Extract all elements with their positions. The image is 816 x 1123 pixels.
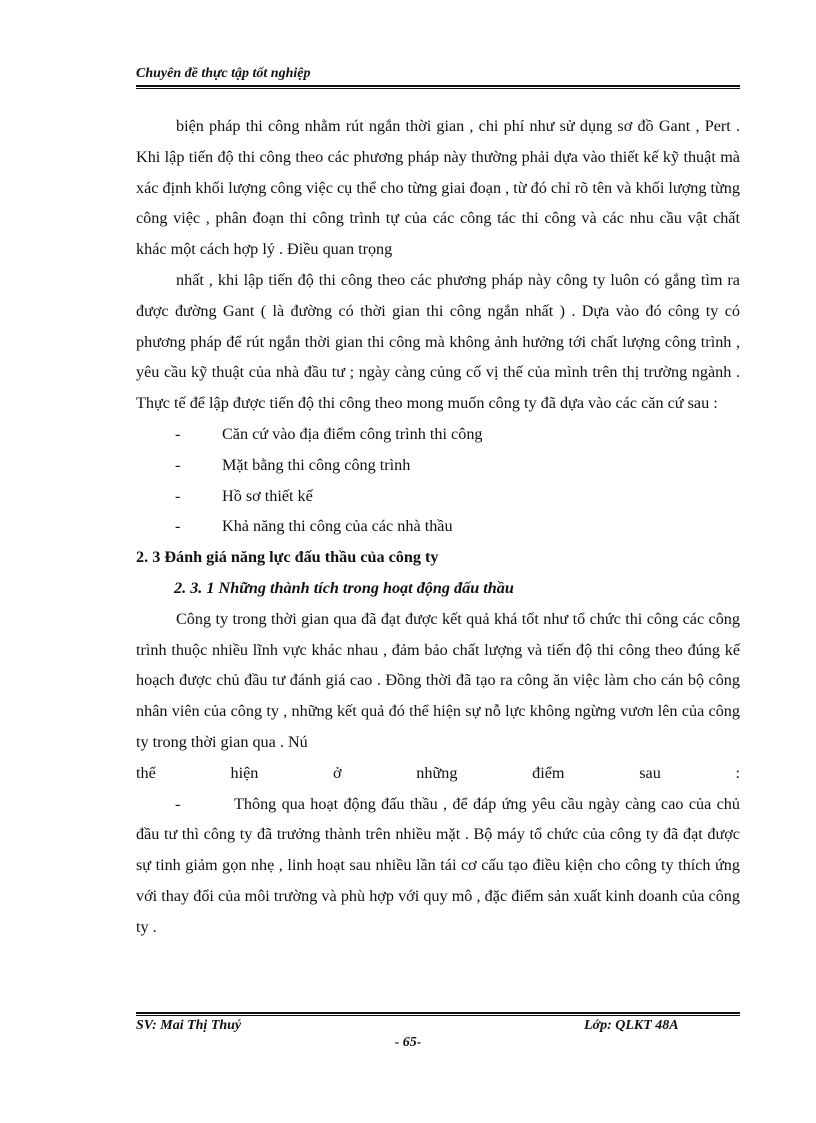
list-item-text: Khả năng thi công của các nhà thầu [222,517,453,536]
footer-student-name: SV: Mai Thị Thuý [136,1018,242,1033]
header-rule [136,85,740,87]
paragraph-3: Công ty trong thời gian qua đã đạt được kết quả khá tốt như tổ chức thi công các công trình thuộc nhiều lĩnh vực khác nhau , đảm bảo chất lượng và tiến độ thi công theo đúng kế hoạch được chủ đầu tư đánh giá cao . Đồng thời đã tạo ra công ăn việc làm cho cán bộ công nhân viên của công ty , những kết quả đó thể hiện sự nỗ lực không ngừng vươn lên của công ty trong thời gian qua . Nú [136,609,740,751]
bullet-paragraph [136,789,740,943]
list-dash: - [175,455,181,474]
subsection-heading: 2. 3. 1 Những thành tích trong hoạt động đấu thầu [174,578,514,597]
footer-class: Lớp: QLKT 48A [584,1018,679,1033]
page-number: - 65- [394,1035,422,1050]
header-rule-thin [136,88,740,89]
list-dash: - [175,486,181,505]
list-item [136,511,740,542]
footer-rule [136,1012,740,1014]
list-dash: - [175,424,181,443]
list-item-text: Hồ sơ thiết kế [222,486,313,505]
list-item [136,481,740,512]
document-header-title: Chuyên đề thực tập tốt nghiệp [136,66,311,81]
section-heading: 2. 3 Đánh giá năng lực đấu thầu của công ty [136,548,439,567]
paragraph-1: biện pháp thi công nhằm rút ngắn thời gian , chi phí như sử dụng sơ đồ Gant , Pert . Khi lập tiến độ thi công theo các phương pháp này thường phải dựa vào thiết kế kỹ thuật mà xác định khối lượng công việc cụ thể cho từng giai đoạn , từ đó chỉ rõ tên và khối lượng từng công việc , phân đoạn thi công trình tự của các công tác thi công và các nhu cầu vật chất khác một cách hợp lý . Điều quan trọng [136,117,740,259]
list-dash: - [175,517,181,536]
list-item-text: Căn cứ vào địa điểm công trình thi công [222,424,483,443]
list-dash: - [175,794,181,813]
paragraph-3-last-line: thể hiện ở những điểm sau : [136,763,740,782]
list-item [136,419,740,450]
list-item-text: Mặt bằng thi công công trình [222,455,411,474]
list-item [136,450,740,481]
paragraph-2: nhất , khi lập tiến độ thi công theo các phương pháp này công ty luôn có gắng tìm ra được đường Gant ( là đường có thời gian thi công ngắn nhất ) . Dựa vào đó công ty có phương pháp để rút ngắn thời gian thi công mà không ảnh hưởng tới chất lượng công trình , yêu cầu kỹ thuật của nhà đầu tư ; ngày càng củng cố vị thế của mình trên thị trường ngành . Thực tế để lập được tiến độ thi công theo mong muốn công ty đã dựa vào các căn cứ sau : [136,270,740,413]
bullet-paragraph-text: Thông qua hoạt động đấu thầu , để đáp ứng yêu cầu ngày càng cao của chủ đầu tư thì công ty đã trưởng thành trên nhiều mặt . Bộ máy tổ chức của công ty đã đạt được sự tinh giảm gọn nhẹ , linh hoạt sau nhiều lần tái cơ cấu tạo điều kiện cho công ty thích ứng với thay đổi của môi trường và phù hợp với quy mô , đặc điểm sản xuất kinh doanh của công ty . [136,794,740,936]
document-body [136,111,740,943]
footer-rule-thin [136,1015,740,1016]
